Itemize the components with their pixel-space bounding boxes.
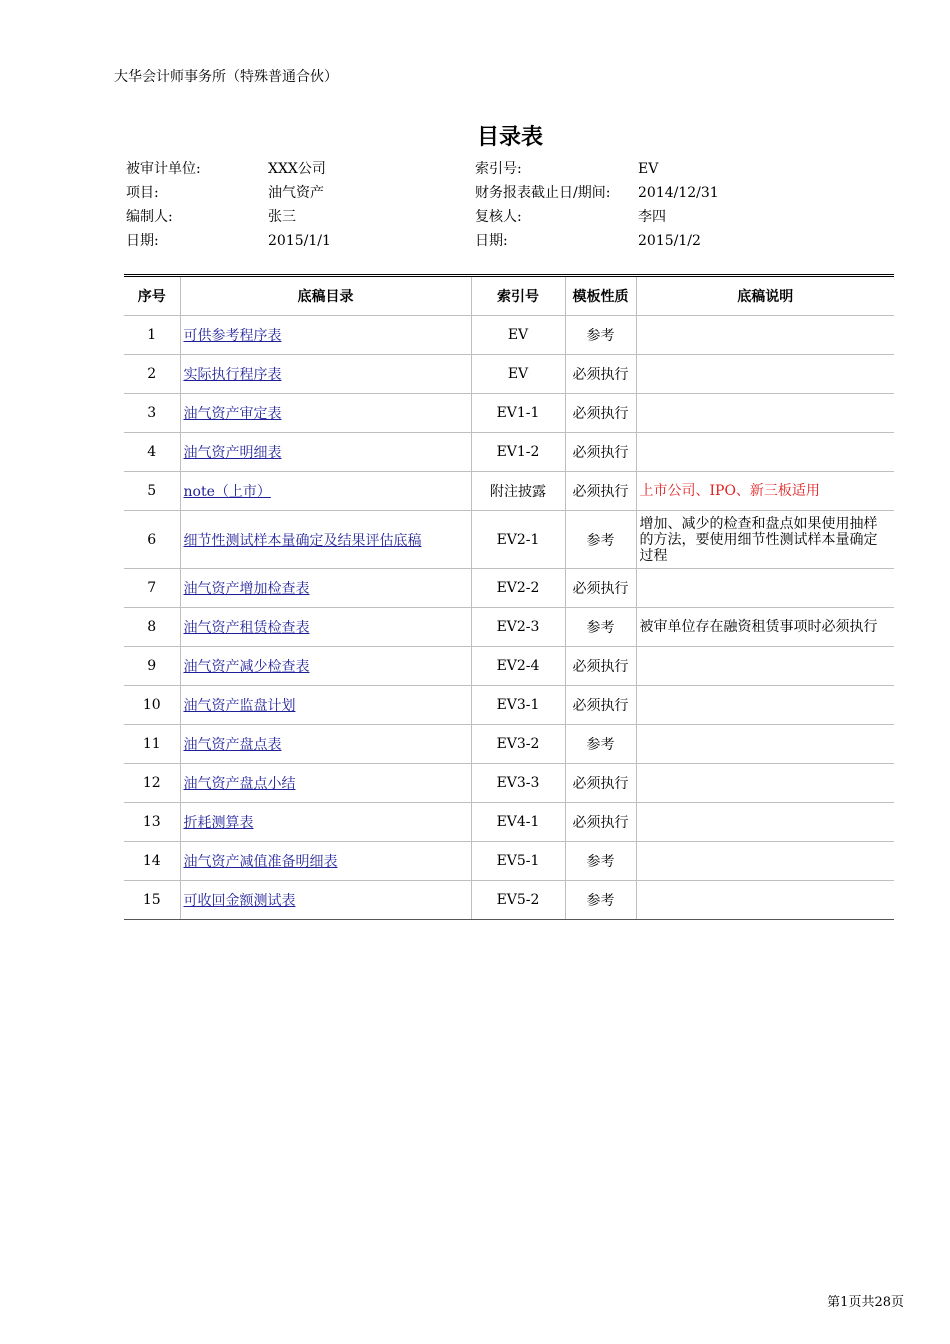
table-row	[124, 686, 894, 725]
row-workpaper-cell	[180, 394, 471, 433]
row-description	[636, 842, 894, 881]
row-nature: 参考	[565, 881, 636, 920]
reviewed-date-label: 日期:	[475, 233, 508, 249]
row-serial: 12	[124, 764, 180, 803]
row-workpaper-link[interactable]: 可收回金额测试表	[183, 893, 296, 909]
row-description: 被审单位存在融资租赁事项时必须执行	[636, 608, 894, 647]
row-workpaper-cell	[180, 472, 471, 511]
row-serial: 7	[124, 569, 180, 608]
row-description	[636, 803, 894, 842]
row-serial: 10	[124, 686, 180, 725]
row-index: EV3-2	[471, 725, 565, 764]
row-serial: 6	[124, 511, 180, 569]
table-row	[124, 725, 894, 764]
row-nature: 必须执行	[565, 394, 636, 433]
period-value: 2014/12/31	[638, 185, 719, 201]
row-description	[636, 764, 894, 803]
row-index: EV5-1	[471, 842, 565, 881]
row-serial: 4	[124, 433, 180, 472]
row-workpaper-link[interactable]: 油气资产盘点表	[183, 737, 282, 753]
row-workpaper-link[interactable]: 可供参考程序表	[183, 328, 282, 344]
row-index: 附注披露	[471, 472, 565, 511]
table-header-row	[124, 276, 894, 316]
reviewed-date-value: 2015/1/2	[638, 233, 701, 249]
row-index: EV5-2	[471, 881, 565, 920]
row-description	[636, 725, 894, 764]
row-index: EV	[471, 316, 565, 355]
row-workpaper-cell	[180, 608, 471, 647]
row-workpaper-cell	[180, 764, 471, 803]
header-nature: 模板性质	[565, 276, 636, 316]
table-row	[124, 316, 894, 355]
directory-table	[124, 274, 894, 920]
row-nature: 参考	[565, 608, 636, 647]
row-index: EV2-2	[471, 569, 565, 608]
row-workpaper-cell	[180, 355, 471, 394]
row-serial: 8	[124, 608, 180, 647]
table-row	[124, 842, 894, 881]
table-row	[124, 394, 894, 433]
row-index: EV2-4	[471, 647, 565, 686]
row-workpaper-link[interactable]: 油气资产盘点小结	[183, 776, 296, 792]
row-workpaper-link[interactable]: 油气资产增加检查表	[183, 581, 310, 597]
row-nature: 必须执行	[565, 355, 636, 394]
row-workpaper-link[interactable]: note（上市）	[183, 484, 271, 500]
preparer-label: 编制人:	[126, 209, 173, 225]
row-nature: 必须执行	[565, 803, 636, 842]
table-row	[124, 608, 894, 647]
row-serial: 11	[124, 725, 180, 764]
row-description	[636, 647, 894, 686]
row-workpaper-cell	[180, 842, 471, 881]
reviewer-label: 复核人:	[475, 209, 522, 225]
row-workpaper-cell	[180, 881, 471, 920]
row-nature: 参考	[565, 316, 636, 355]
page-footer: 第1页共28页	[827, 1295, 904, 1310]
row-serial: 9	[124, 647, 180, 686]
row-serial: 3	[124, 394, 180, 433]
row-description	[636, 355, 894, 394]
row-workpaper-link[interactable]: 折耗测算表	[183, 815, 254, 831]
row-workpaper-cell	[180, 569, 471, 608]
period-label: 财务报表截止日/期间:	[475, 185, 611, 201]
table-row	[124, 881, 894, 920]
row-workpaper-link[interactable]: 油气资产减少检查表	[183, 659, 310, 675]
row-serial: 14	[124, 842, 180, 881]
row-index: EV4-1	[471, 803, 565, 842]
row-serial: 15	[124, 881, 180, 920]
row-workpaper-link[interactable]: 油气资产明细表	[183, 445, 282, 461]
row-workpaper-cell	[180, 803, 471, 842]
row-workpaper-link[interactable]: 实际执行程序表	[183, 367, 282, 383]
preparer-value: 张三	[268, 209, 296, 225]
row-nature: 参考	[565, 842, 636, 881]
table-row	[124, 569, 894, 608]
firm-name: 大华会计师事务所（特殊普通合伙）	[114, 69, 338, 85]
row-workpaper-link[interactable]: 油气资产租赁检查表	[183, 620, 310, 636]
row-workpaper-cell	[180, 511, 471, 569]
row-description	[636, 569, 894, 608]
table-row	[124, 472, 894, 511]
table-row	[124, 764, 894, 803]
row-serial: 1	[124, 316, 180, 355]
row-workpaper-cell	[180, 686, 471, 725]
row-description	[636, 394, 894, 433]
prepared-date-value: 2015/1/1	[268, 233, 331, 249]
header-workpaper: 底稿目录	[180, 276, 471, 316]
row-index: EV1-1	[471, 394, 565, 433]
row-description	[636, 316, 894, 355]
header-index: 索引号	[471, 276, 565, 316]
row-index: EV3-1	[471, 686, 565, 725]
header-serial: 序号	[124, 276, 180, 316]
table-row	[124, 647, 894, 686]
row-index: EV3-3	[471, 764, 565, 803]
row-workpaper-link[interactable]: 油气资产监盘计划	[183, 698, 296, 714]
row-workpaper-cell	[180, 647, 471, 686]
row-nature: 必须执行	[565, 433, 636, 472]
auditee-value: XXX公司	[268, 161, 326, 177]
row-workpaper-cell	[180, 725, 471, 764]
table-row	[124, 355, 894, 394]
row-workpaper-cell	[180, 316, 471, 355]
row-description	[636, 433, 894, 472]
row-workpaper-link[interactable]: 油气资产减值准备明细表	[183, 854, 338, 870]
row-description: 上市公司、IPO、新三板适用	[636, 472, 894, 511]
prepared-date-label: 日期:	[126, 233, 159, 249]
header-description: 底稿说明	[636, 276, 894, 316]
row-nature: 必须执行	[565, 647, 636, 686]
table-row	[124, 803, 894, 842]
row-workpaper-link[interactable]: 细节性测试样本量确定及结果评估底稿	[183, 532, 422, 549]
project-value: 油气资产	[268, 185, 324, 201]
row-nature: 参考	[565, 725, 636, 764]
row-index: EV1-2	[471, 433, 565, 472]
index-label: 索引号:	[475, 161, 522, 177]
row-nature: 必须执行	[565, 569, 636, 608]
row-index: EV2-1	[471, 511, 565, 569]
row-description: 增加、减少的检查和盘点如果使用抽样的方法，要使用细节性测试样本量确定过程	[636, 511, 894, 569]
row-serial: 5	[124, 472, 180, 511]
row-index: EV	[471, 355, 565, 394]
auditee-label: 被审计单位:	[126, 161, 201, 177]
reviewer-value: 李四	[638, 209, 666, 225]
row-nature: 参考	[565, 511, 636, 569]
table-row	[124, 511, 894, 569]
index-value: EV	[638, 161, 659, 177]
row-description	[636, 686, 894, 725]
row-description	[636, 881, 894, 920]
row-index: EV2-3	[471, 608, 565, 647]
row-nature: 必须执行	[565, 472, 636, 511]
row-nature: 必须执行	[565, 764, 636, 803]
project-label: 项目:	[126, 185, 159, 201]
row-workpaper-cell	[180, 433, 471, 472]
page-title: 目录表	[476, 125, 543, 150]
row-workpaper-link[interactable]: 油气资产审定表	[183, 406, 282, 422]
row-serial: 13	[124, 803, 180, 842]
row-serial: 2	[124, 355, 180, 394]
table-row	[124, 433, 894, 472]
row-nature: 必须执行	[565, 686, 636, 725]
